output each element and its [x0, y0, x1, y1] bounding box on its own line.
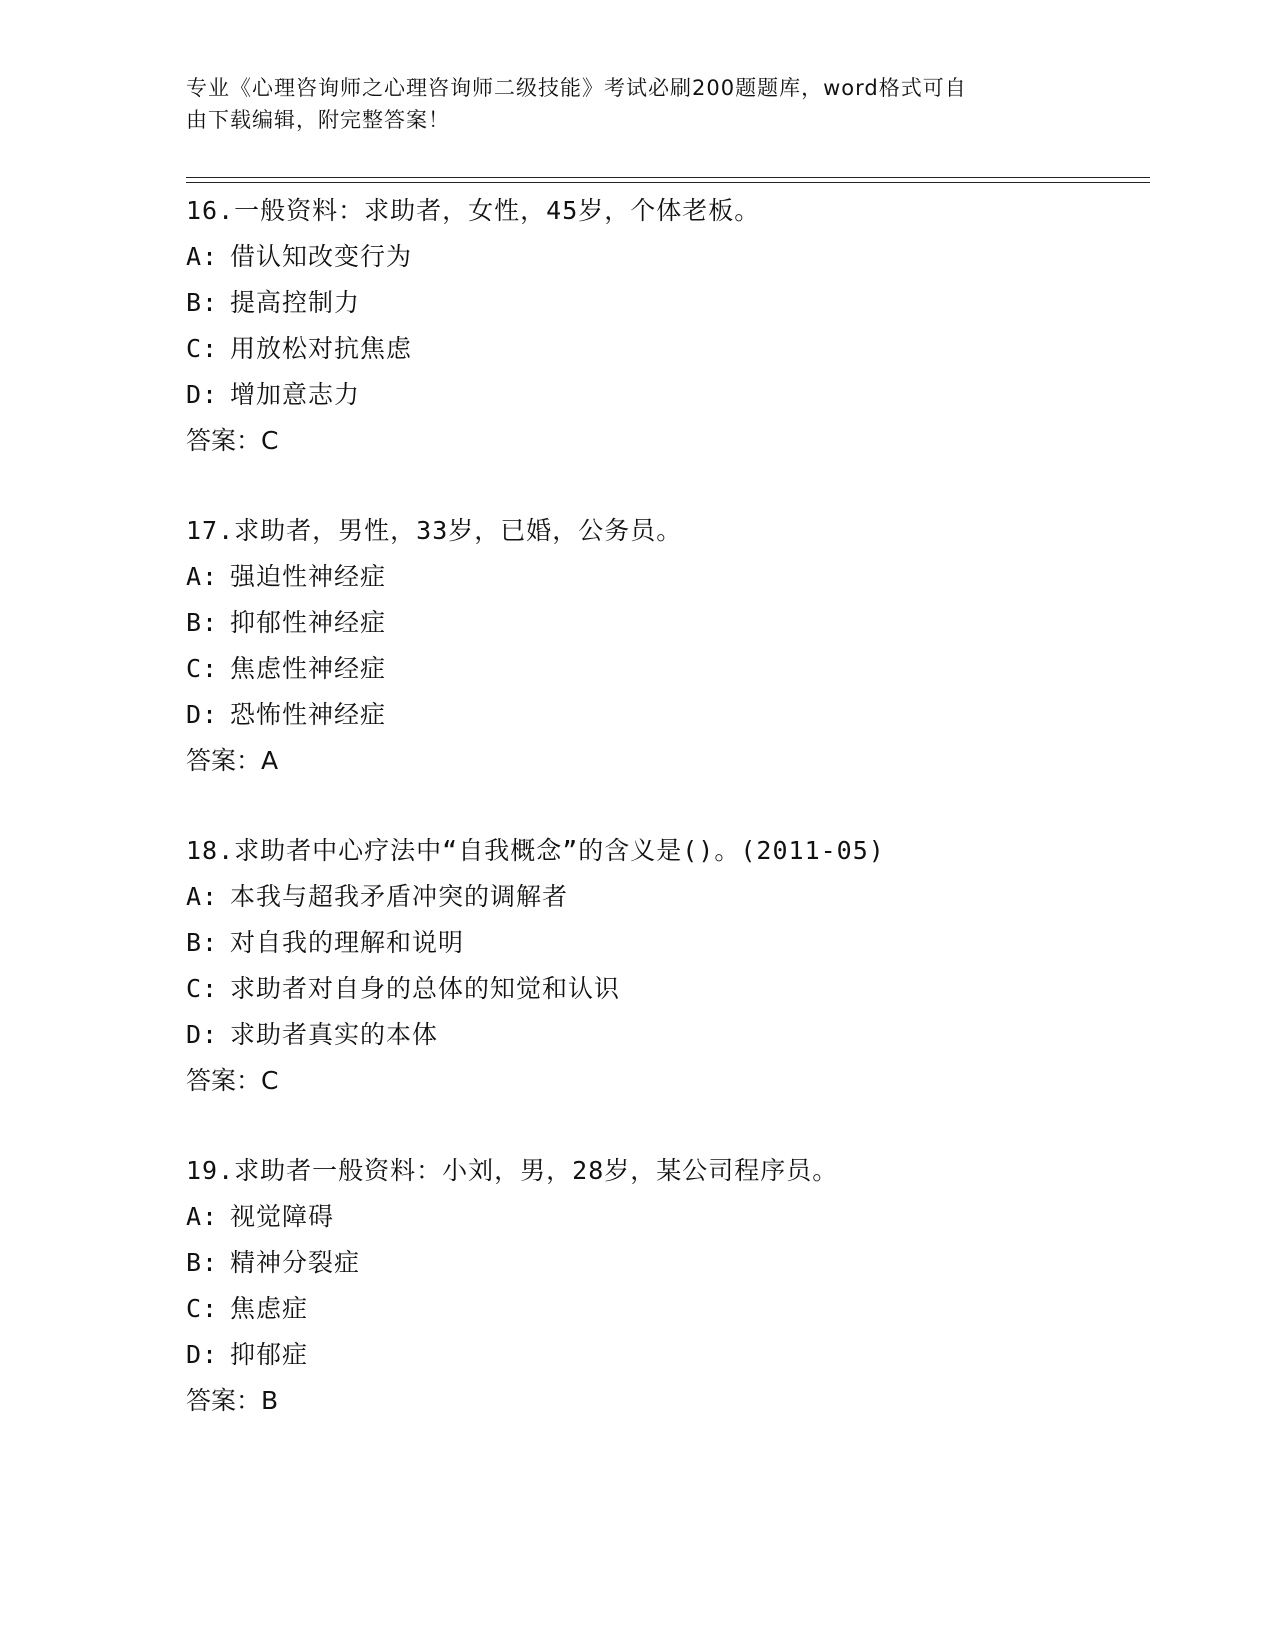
- question-19: [186, 1148, 1146, 1424]
- option-d: [186, 1332, 1146, 1378]
- question-stem: 17.求助者，男性，33岁，已婚，公务员。: [186, 516, 683, 545]
- option-text: 精神分裂症: [230, 1248, 361, 1277]
- option-text: 视觉障碍: [230, 1202, 335, 1231]
- header-line-2: 由下载编辑，附完整答案！: [186, 108, 450, 132]
- option-text: 用放松对抗焦虑: [230, 334, 413, 363]
- option-key: B:: [186, 288, 219, 317]
- option-key: D:: [186, 700, 219, 729]
- option-key: A:: [186, 562, 219, 591]
- option-text: 焦虑症: [230, 1294, 309, 1323]
- header-divider-top: [186, 177, 1150, 178]
- option-key: D:: [186, 1020, 219, 1049]
- option-key: A:: [186, 882, 219, 911]
- option-d: [186, 692, 1146, 738]
- question-stem: 16.一般资料：求助者，女性，45岁，个体老板。: [186, 196, 761, 225]
- answer: 答案：B: [186, 1386, 279, 1415]
- option-d: [186, 1012, 1146, 1058]
- answer: 答案：C: [186, 426, 279, 455]
- question-stem: 18.求助者中心疗法中“自我概念”的含义是()。(2011-05): [186, 836, 885, 865]
- option-key: C:: [186, 1294, 219, 1323]
- answer: 答案：A: [186, 746, 279, 775]
- option-d: [186, 372, 1146, 418]
- option-a: [186, 234, 1146, 280]
- option-text: 焦虑性神经症: [230, 654, 387, 683]
- option-key: A:: [186, 242, 219, 271]
- option-c: [186, 1286, 1146, 1332]
- option-c: [186, 326, 1146, 372]
- option-key: B:: [186, 928, 219, 957]
- option-key: A:: [186, 1202, 219, 1231]
- option-c: [186, 966, 1146, 1012]
- option-text: 恐怖性神经症: [230, 700, 387, 729]
- option-text: 抑郁症: [230, 1340, 309, 1369]
- answer: 答案：C: [186, 1066, 279, 1095]
- option-key: C:: [186, 654, 219, 683]
- option-key: C:: [186, 334, 219, 363]
- option-text: 求助者对自身的总体的知觉和认识: [230, 974, 621, 1003]
- option-text: 增加意志力: [230, 380, 361, 409]
- option-a: [186, 554, 1146, 600]
- question-16: [186, 188, 1146, 464]
- option-b: [186, 600, 1146, 646]
- option-text: 抑郁性神经症: [230, 608, 387, 637]
- document-header: [186, 72, 1066, 136]
- option-text: 提高控制力: [230, 288, 361, 317]
- option-text: 求助者真实的本体: [230, 1020, 439, 1049]
- option-c: [186, 646, 1146, 692]
- option-text: 本我与超我矛盾冲突的调解者: [230, 882, 569, 911]
- option-text: 对自我的理解和说明: [230, 928, 465, 957]
- option-key: B:: [186, 1248, 219, 1277]
- option-text: 借认知改变行为: [230, 242, 413, 271]
- option-b: [186, 1240, 1146, 1286]
- question-stem: 19.求助者一般资料：小刘，男，28岁，某公司程序员。: [186, 1156, 839, 1185]
- option-text: 强迫性神经症: [230, 562, 387, 591]
- option-key: D:: [186, 1340, 219, 1369]
- option-b: [186, 280, 1146, 326]
- question-17: [186, 508, 1146, 784]
- option-key: C:: [186, 974, 219, 1003]
- header-line-1: 专业《心理咨询师之心理咨询师二级技能》考试必刷200题题库，word格式可自: [186, 76, 967, 100]
- header-divider-bottom: [186, 182, 1150, 183]
- option-key: B:: [186, 608, 219, 637]
- option-key: D:: [186, 380, 219, 409]
- question-list: [186, 188, 1146, 1468]
- option-a: [186, 874, 1146, 920]
- option-b: [186, 920, 1146, 966]
- question-18: [186, 828, 1146, 1104]
- option-a: [186, 1194, 1146, 1240]
